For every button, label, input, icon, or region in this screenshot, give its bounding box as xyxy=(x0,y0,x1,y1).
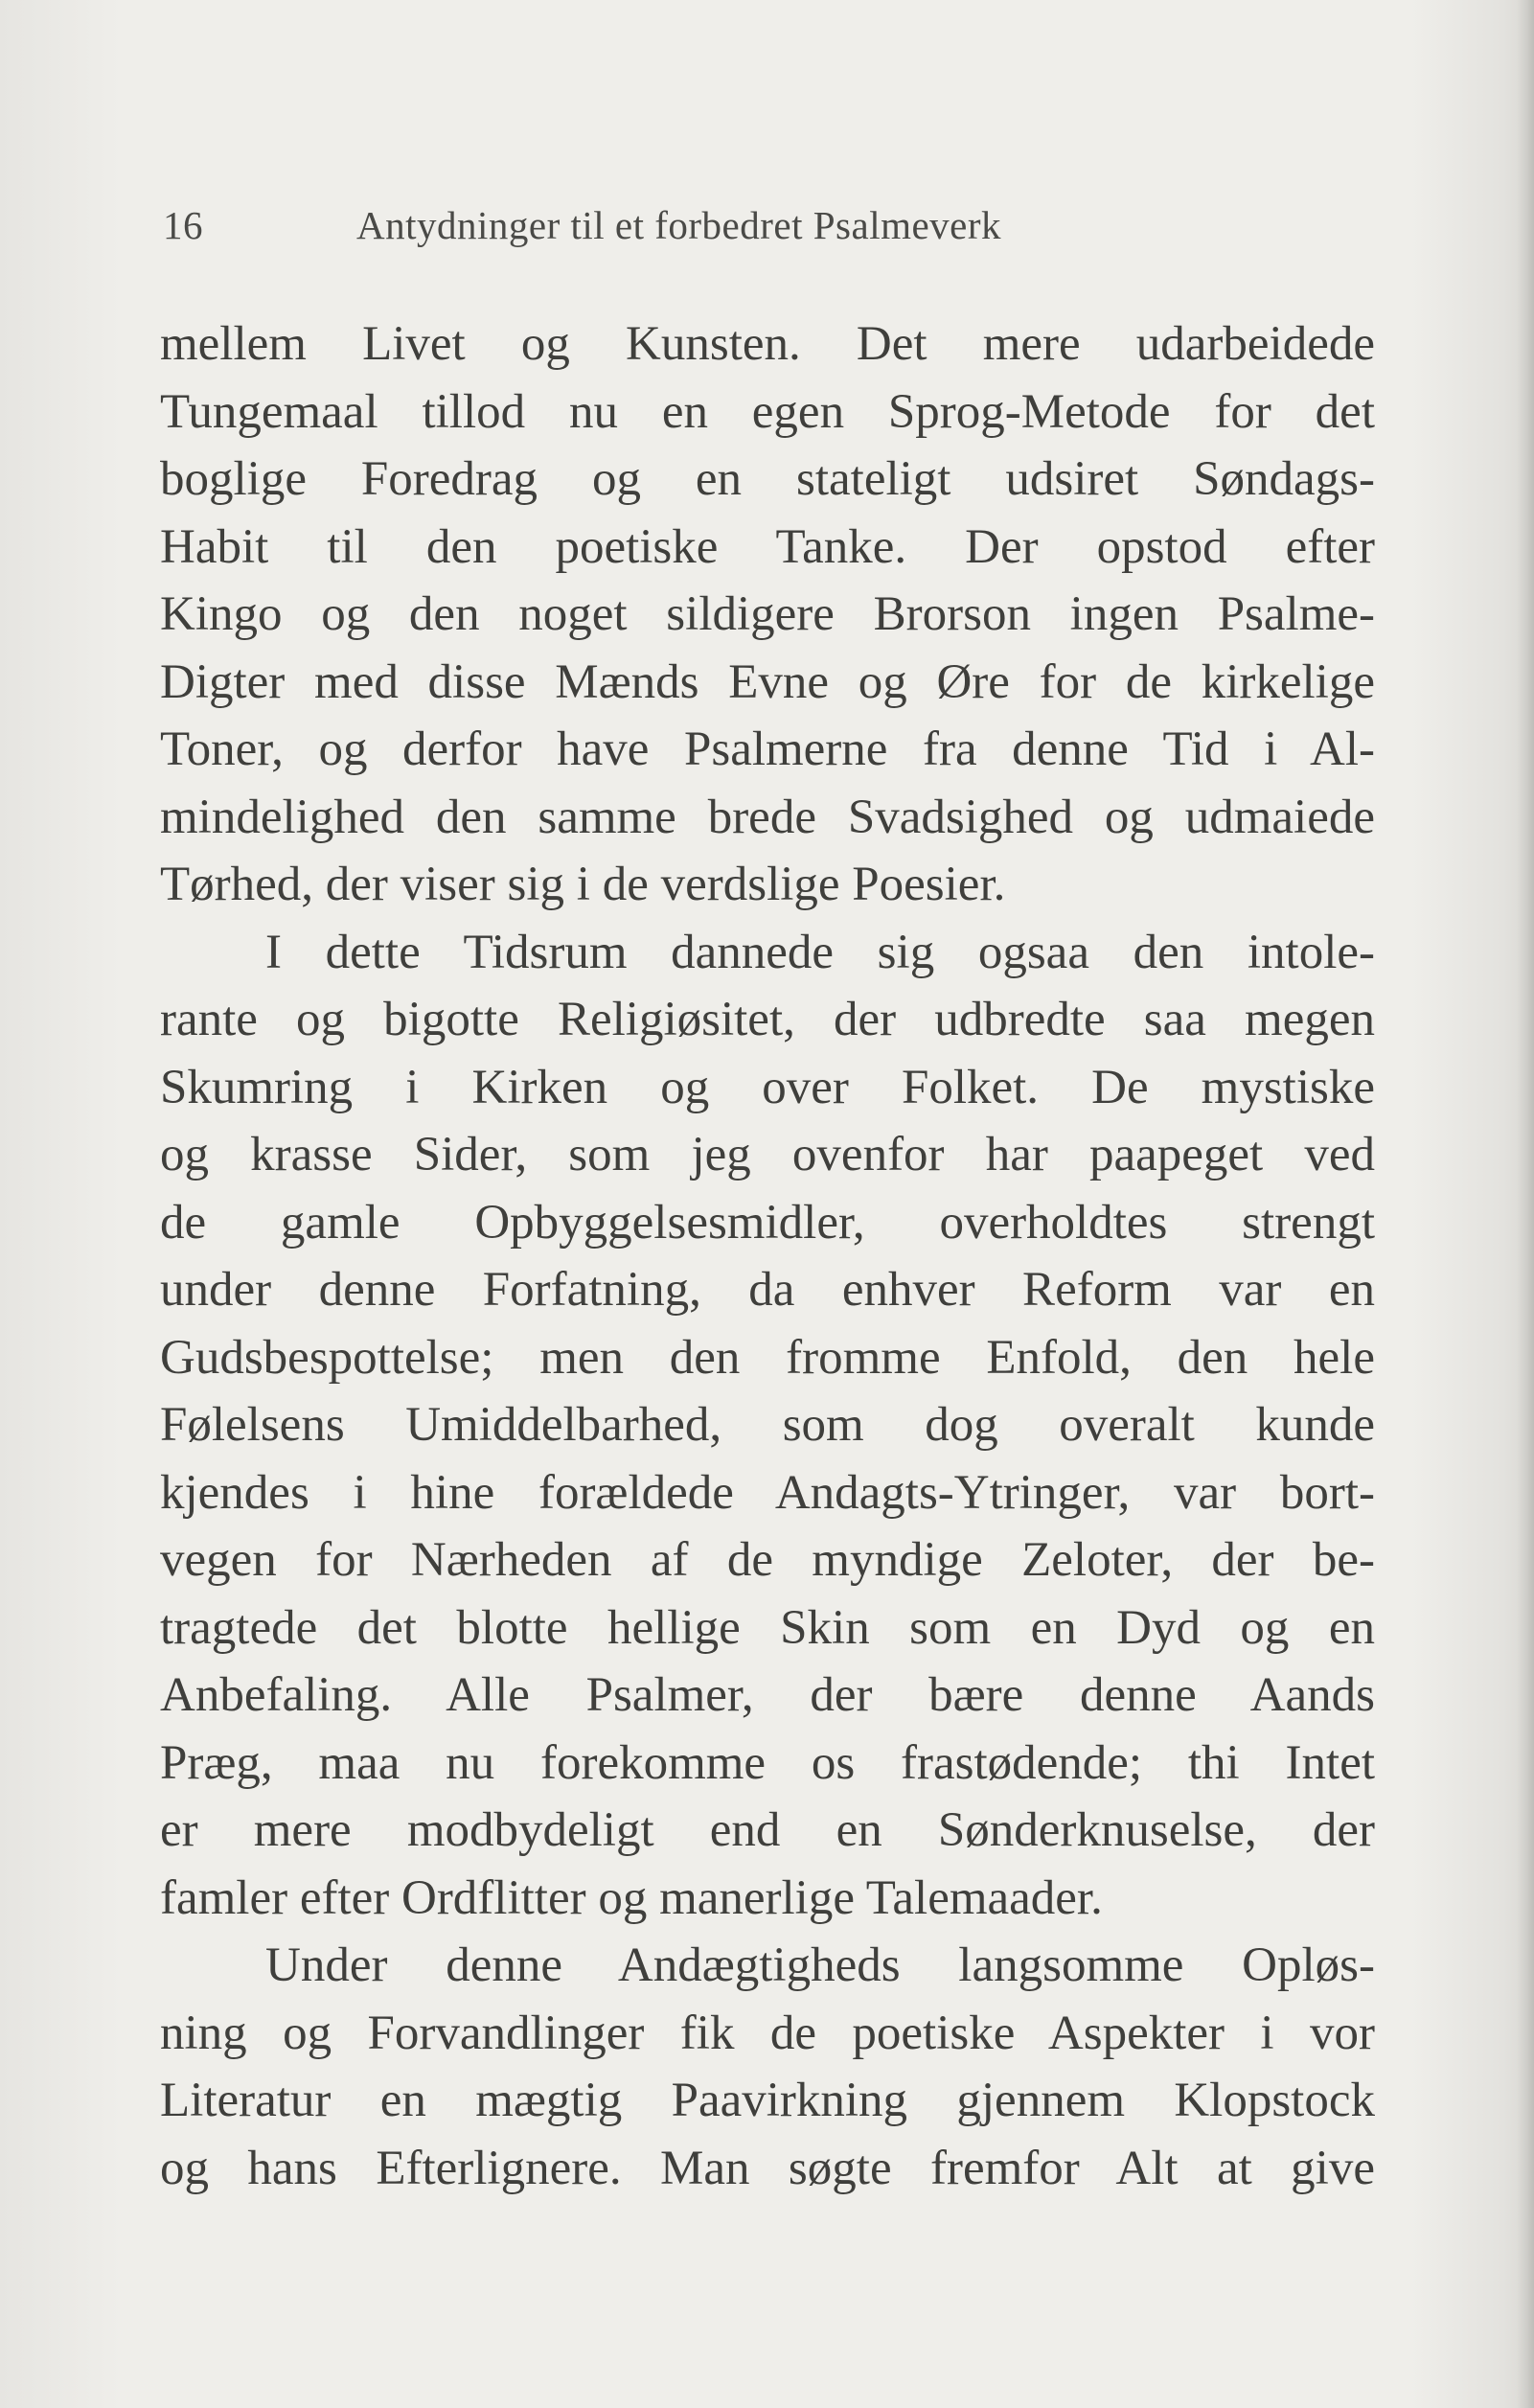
text-line: Literatur en mægtig Paavirkning gjennem Klopstock xyxy=(160,2074,1375,2127)
text-line: ning og Forvandlinger fik de poetiske Aspekter i vor xyxy=(160,2006,1375,2060)
text-line: boglige Foredrag og en stateligt udsiret Søndags- xyxy=(160,452,1375,506)
page-number: 16 xyxy=(163,203,203,247)
text-line: Habit til den poetiske Tanke. Der opstod efter xyxy=(160,519,1375,574)
text-line: kjendes i hine forældede Andagts-Ytringer, var bort- xyxy=(160,1465,1375,1520)
text-line: Toner, og derfor have Psalmerne fra denne Tid i Al- xyxy=(160,722,1375,776)
text-line: tragtede det blotte hellige Skin som en Dyd og en xyxy=(160,1600,1375,1655)
text-line: Følelsens Umiddelbarhed, som dog overalt kunde xyxy=(160,1398,1375,1452)
text-line: mellem Livet og Kunsten. Det mere udarbeidede xyxy=(160,317,1375,371)
text-line: famler efter Ordflitter og manerlige Talemaader. xyxy=(160,1870,1103,1925)
text-line: Skumring i Kirken og over Folket. De mystiske xyxy=(160,1060,1375,1114)
paragraph-first-line: I dette Tidsrum dannede sig ogsaa den intole- xyxy=(265,925,1375,979)
text-line: er mere modbydeligt end en Sønderknuselse, der xyxy=(160,1803,1375,1857)
text-line: og hans Efterlignere. Man søgte fremfor Alt at give xyxy=(160,2141,1375,2195)
text-line: Gudsbespottelse; men den fromme Enfold, den hele xyxy=(160,1330,1375,1385)
running-title: Antydninger til et forbedret Psalmeverk xyxy=(356,203,1002,247)
body-text xyxy=(160,310,1375,2202)
text-line: Tungemaal tillod nu en egen Sprog-Metode for det xyxy=(160,384,1375,439)
text-line: rante og bigotte Religiøsitet, der udbredte saa megen xyxy=(160,993,1375,1046)
paragraph-first-line: Under denne Andægtigheds langsomme Opløs- xyxy=(265,1938,1375,1992)
text-line: og krasse Sider, som jeg ovenfor har paapeget ved xyxy=(160,1128,1375,1181)
text-line: Tørhed, der viser sig i de verdslige Poesier. xyxy=(160,858,1006,911)
page-edge-shadow xyxy=(1517,0,1534,2408)
text-line: vegen for Nærheden af de myndige Zeloter, der be- xyxy=(160,1533,1375,1587)
text-line: de gamle Opbyggelsesmidler, overholdtes strengt xyxy=(160,1195,1375,1250)
text-line: under denne Forfatning, da enhver Reform var en xyxy=(160,1263,1375,1317)
text-line: Digter med disse Mænds Evne og Øre for de kirkelige xyxy=(160,654,1375,709)
text-line: mindelighed den samme brede Svadsighed og udmaiede xyxy=(160,790,1375,844)
text-line: Præg, maa nu forekomme os frastødende; thi Intet xyxy=(160,1735,1375,1790)
page-header xyxy=(163,196,1169,254)
text-line: Kingo og den noget sildigere Brorson ingen Psalme- xyxy=(160,587,1375,641)
text-line: Anbefaling. Alle Psalmer, der bære denne Aands xyxy=(160,1668,1375,1722)
